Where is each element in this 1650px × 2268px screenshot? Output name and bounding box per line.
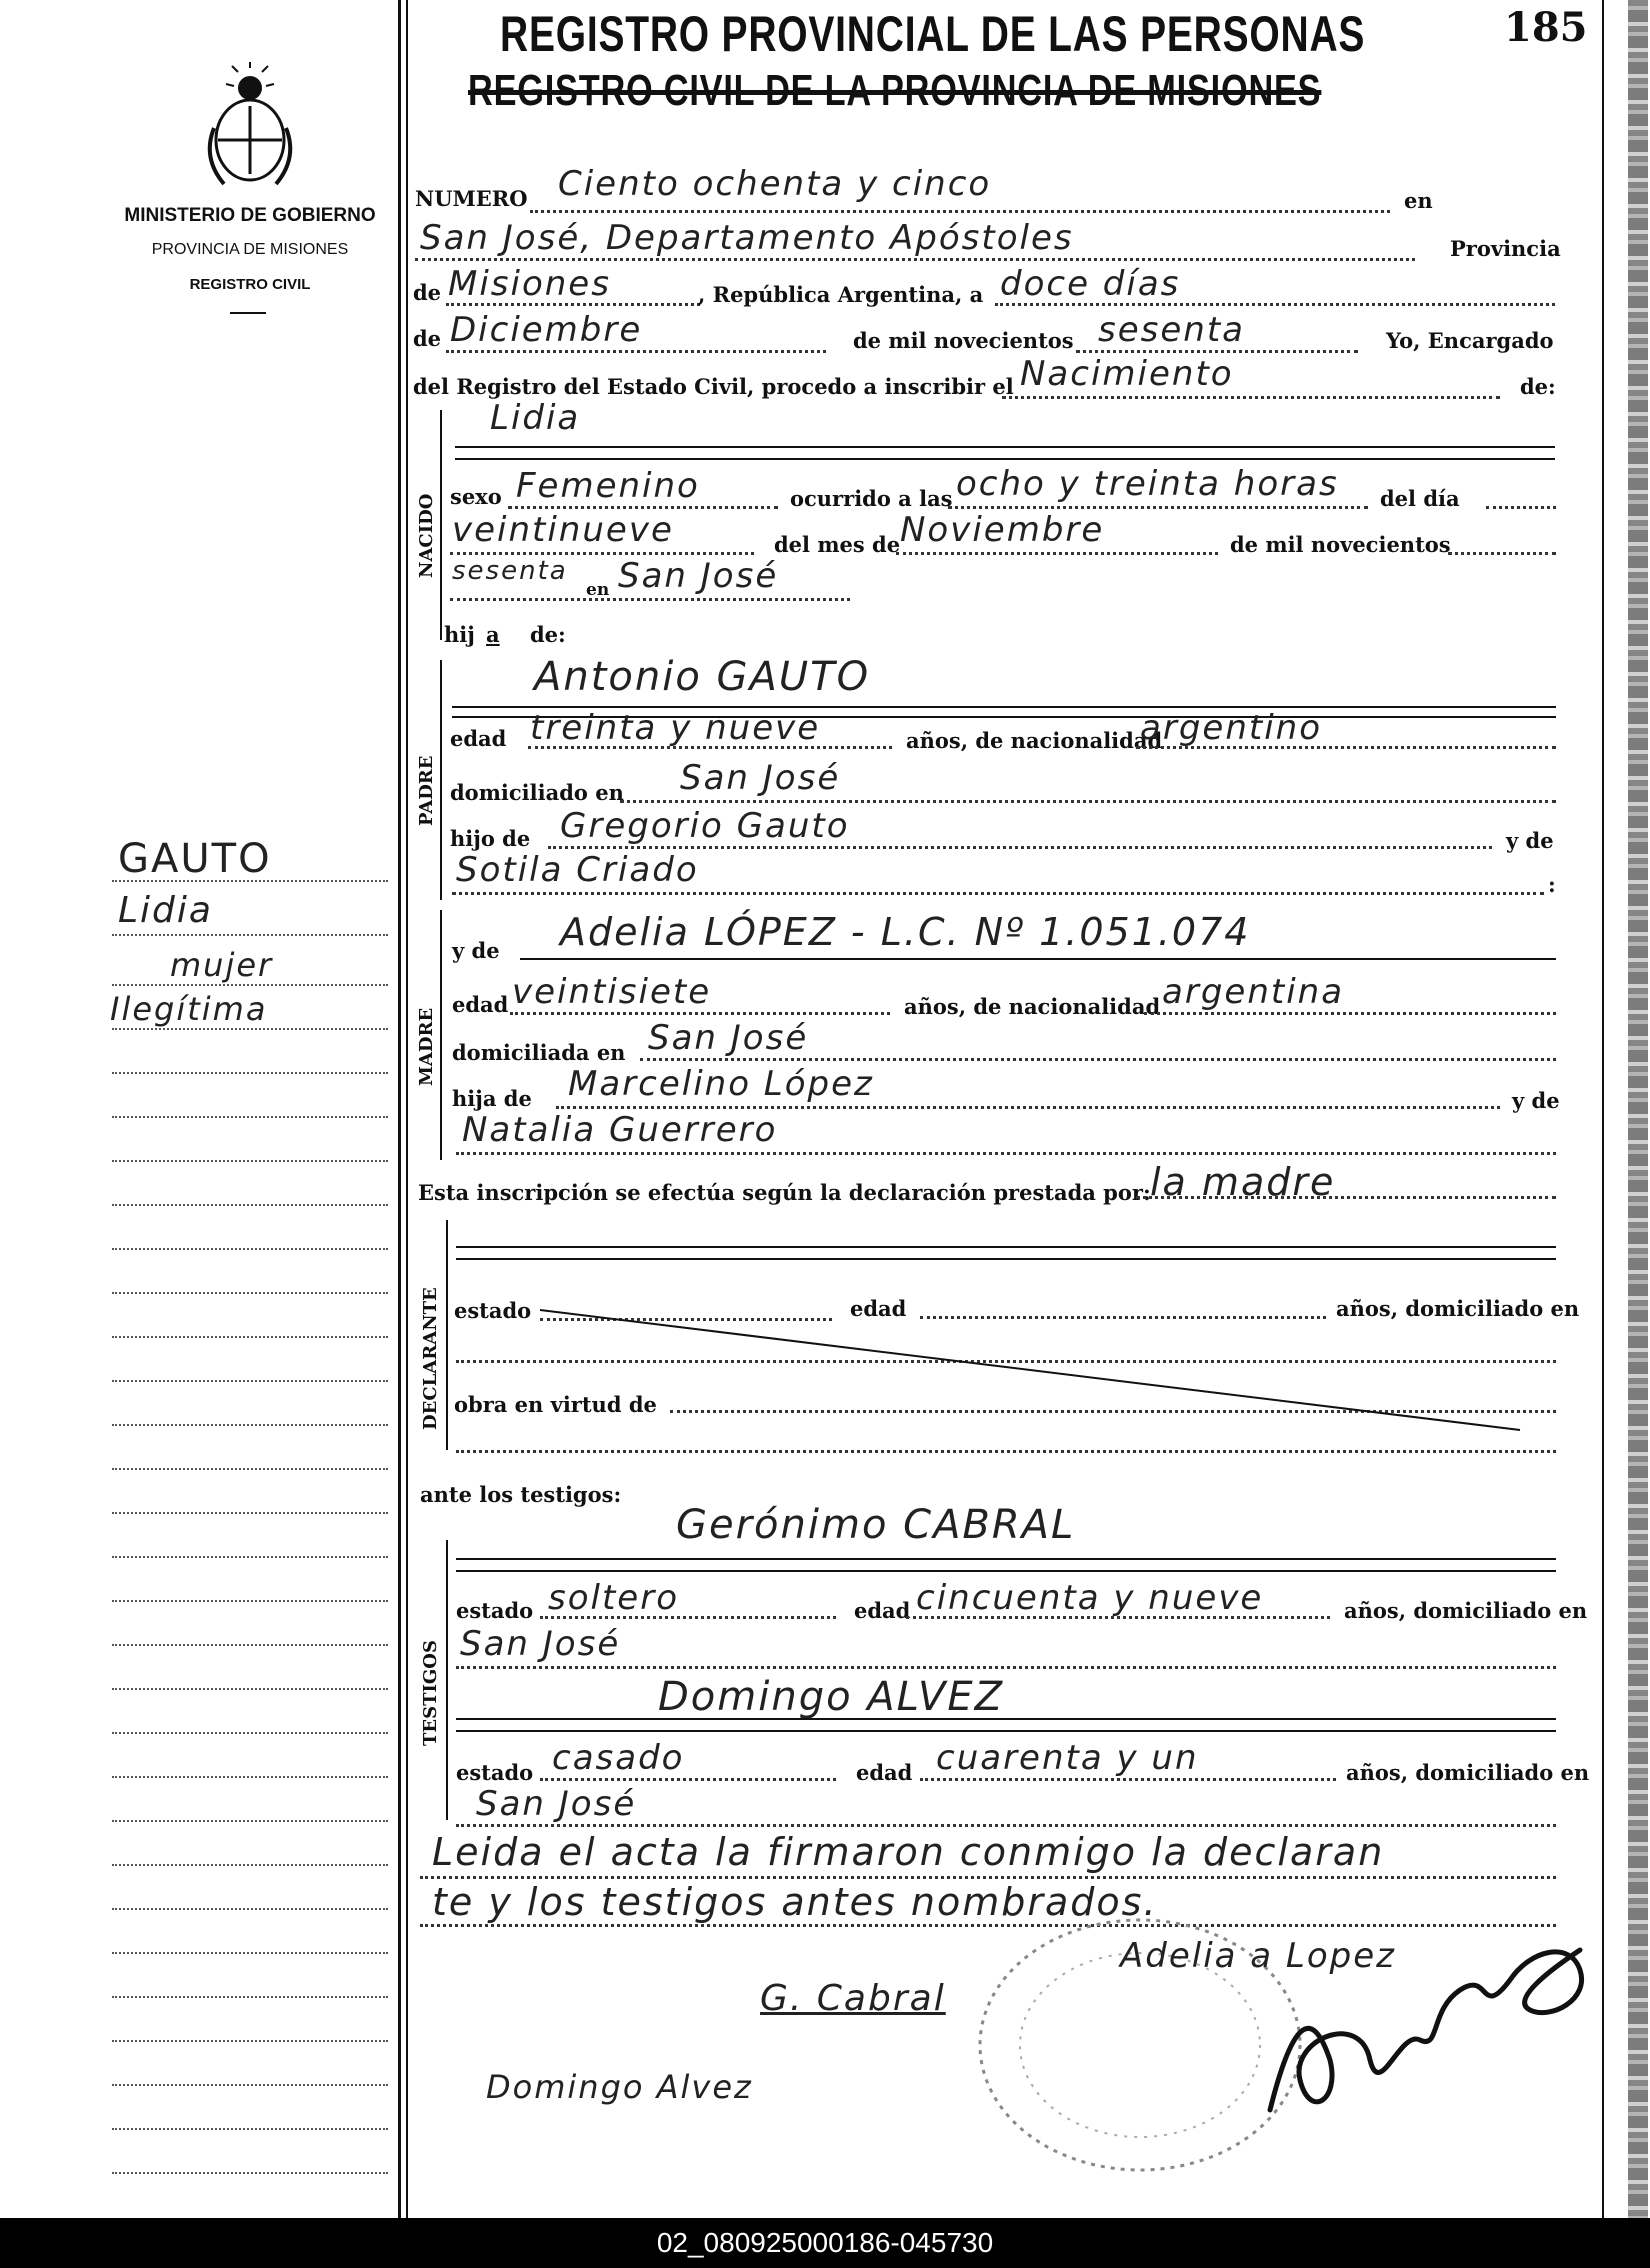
inscripcion-label: Esta inscripción se efectúa según la declaración prestada por: bbox=[418, 1180, 1151, 1205]
ministry-name: MINISTERIO DE GOBIERNO bbox=[124, 205, 376, 226]
index-line bbox=[112, 934, 388, 936]
witness1-name-line-2 bbox=[456, 1570, 1556, 1572]
declarante-edad-label: edad bbox=[850, 1296, 907, 1321]
index-given-name: Lidia bbox=[118, 890, 213, 931]
declarante-line-4 bbox=[456, 1450, 1556, 1453]
witness1-name-line bbox=[456, 1558, 1556, 1560]
witness1-signature: G. Cabral bbox=[760, 1978, 946, 2019]
madre-bracket bbox=[440, 910, 442, 1160]
hour-line bbox=[948, 506, 1368, 509]
father-nac-label: años, de nacionalidad bbox=[906, 728, 1163, 753]
coat-of-arms-seal bbox=[190, 58, 310, 198]
index-line bbox=[112, 1996, 388, 1998]
index-line bbox=[112, 1028, 388, 1030]
child-name-line-2 bbox=[455, 458, 1555, 460]
witness1-age: cincuenta y nueve bbox=[916, 1578, 1264, 1618]
witness2-name-line bbox=[456, 1718, 1556, 1720]
mother-residence: San José bbox=[648, 1018, 809, 1058]
mother-nac-label: años, de nacionalidad bbox=[904, 994, 1161, 1019]
de-label-2: de bbox=[413, 326, 442, 351]
registrar-signature bbox=[1250, 1910, 1600, 2140]
mother-nationality-line bbox=[1144, 1012, 1556, 1015]
mother-father: Marcelino López bbox=[568, 1064, 874, 1104]
month-value: Diciembre bbox=[450, 310, 643, 350]
act-line bbox=[1002, 396, 1500, 399]
ocurrido-label: ocurrido a las bbox=[790, 486, 953, 511]
witness2-age-line bbox=[920, 1778, 1336, 1781]
witness2-signature: Domingo Alvez bbox=[486, 2068, 753, 2106]
padre-bracket bbox=[440, 660, 442, 900]
index-line bbox=[112, 1600, 388, 1602]
act-value: Nacimiento bbox=[1020, 354, 1234, 394]
witness2-estado-label: estado bbox=[456, 1760, 534, 1785]
closing-line-2: te y los testigos antes nombrados. bbox=[432, 1880, 1158, 1924]
declarante-cross-stroke bbox=[540, 1300, 1540, 1440]
father-age: treinta y nueve bbox=[530, 708, 821, 748]
sexo-line bbox=[508, 506, 778, 509]
document-id-footer: 02_080925000186-045730 bbox=[0, 2218, 1650, 2268]
birth-month-line bbox=[896, 552, 1218, 555]
birth-day-value: veintinueve bbox=[452, 510, 674, 550]
testigos-section-label: TESTIGOS bbox=[420, 1640, 441, 1746]
numero-value: Ciento ochenta y cinco bbox=[558, 164, 992, 204]
mother-nationality: argentina bbox=[1162, 972, 1345, 1012]
index-line bbox=[112, 1864, 388, 1866]
index-line bbox=[112, 1292, 388, 1294]
father-mother-colon: : bbox=[1548, 872, 1556, 897]
declarante-section-label: DECLARANTE bbox=[420, 1287, 441, 1430]
witness1-residence-line bbox=[456, 1666, 1556, 1669]
month-line bbox=[446, 350, 826, 353]
testigos-bracket bbox=[446, 1540, 448, 1820]
birth-mil-line bbox=[1448, 552, 1556, 555]
witness1-residence: San José bbox=[460, 1624, 621, 1664]
index-line bbox=[112, 1512, 388, 1514]
mother-y-de-label: y de bbox=[452, 938, 500, 963]
father-residence: San José bbox=[680, 758, 841, 798]
witness2-residence: San José bbox=[476, 1784, 637, 1824]
mother-age-line bbox=[510, 1012, 890, 1015]
mother-dom-label: domiciliada en bbox=[452, 1040, 626, 1065]
frame-line-left bbox=[398, 0, 401, 2218]
year-value: sesenta bbox=[1098, 310, 1245, 350]
page-number: 185 bbox=[1504, 4, 1588, 51]
closing-line-1: Leida el acta la firmaron conmigo la declaran bbox=[432, 1830, 1385, 1874]
province-name: PROVINCIA DE MISIONES bbox=[151, 241, 349, 258]
mother-hija-label: hija de bbox=[452, 1086, 532, 1111]
republica-label: , República Argentina, a bbox=[698, 282, 984, 307]
closing-line-1-rule bbox=[420, 1876, 1556, 1879]
mother-signature: Adelia a Lopez bbox=[1120, 1936, 1397, 1976]
witness2-estado: casado bbox=[552, 1738, 685, 1778]
mes-label: del mes de bbox=[774, 532, 901, 557]
index-line bbox=[112, 984, 388, 986]
index-line bbox=[112, 1116, 388, 1118]
index-line bbox=[112, 1424, 388, 1426]
madre-section-label: MADRE bbox=[416, 1007, 437, 1086]
index-line bbox=[112, 1556, 388, 1558]
index-line bbox=[112, 1336, 388, 1338]
witness2-edad-label: edad bbox=[856, 1760, 913, 1785]
numero-label: NUMERO bbox=[415, 186, 528, 211]
en-label: en bbox=[1404, 188, 1433, 213]
index-line bbox=[112, 1952, 388, 1954]
index-line bbox=[112, 2084, 388, 2086]
birth-day-line bbox=[450, 552, 754, 555]
obra-label: obra en virtud de bbox=[454, 1392, 657, 1417]
index-line bbox=[112, 1820, 388, 1822]
registry-title: REGISTRO PROVINCIAL DE LAS PERSONAS bbox=[500, 6, 1366, 62]
mother-edad-label: edad bbox=[452, 992, 509, 1017]
hijo-de-label: de: bbox=[530, 622, 566, 647]
declarante-dom-label: años, domiciliado en bbox=[1336, 1296, 1580, 1321]
place-line bbox=[415, 258, 1415, 261]
inscripcion-value: la madre bbox=[1150, 1160, 1336, 1204]
witness1-dom-label: años, domiciliado en bbox=[1344, 1598, 1588, 1623]
child-name-line bbox=[455, 446, 1555, 448]
sexo-value: Femenino bbox=[516, 466, 700, 506]
witness2-name: Domingo ALVEZ bbox=[658, 1674, 1005, 1720]
yo-label: Yo, Encargado bbox=[1386, 328, 1554, 353]
index-line bbox=[112, 1160, 388, 1162]
index-line bbox=[112, 1204, 388, 1206]
mother-mother-line bbox=[456, 1152, 1556, 1155]
father-nationality-line bbox=[1136, 746, 1556, 749]
witness1-estado: soltero bbox=[548, 1578, 679, 1618]
index-status: Ilegítima bbox=[110, 990, 268, 1028]
index-line bbox=[112, 2040, 388, 2042]
birth-place-line bbox=[450, 598, 850, 601]
mother-name-line bbox=[520, 958, 1556, 960]
index-line bbox=[112, 1688, 388, 1690]
birth-month-value: Noviembre bbox=[900, 510, 1105, 550]
witness1-age-line bbox=[906, 1616, 1330, 1619]
declarante-line-2 bbox=[456, 1258, 1556, 1260]
index-line bbox=[112, 1380, 388, 1382]
inscripcion-line bbox=[1136, 1196, 1556, 1199]
day-value: doce días bbox=[1000, 264, 1181, 304]
witness2-estado-line bbox=[540, 1778, 836, 1781]
mother-mother: Natalia Guerrero bbox=[462, 1110, 778, 1150]
del-dia-label: del día bbox=[1380, 486, 1460, 511]
father-mother-line bbox=[452, 892, 1544, 895]
birth-en-label: en bbox=[586, 580, 610, 600]
declarante-estado-label: estado bbox=[454, 1298, 532, 1323]
father-mother: Sotila Criado bbox=[456, 850, 699, 890]
index-line bbox=[112, 2172, 388, 2174]
provincia-label: Provincia bbox=[1450, 236, 1561, 261]
index-surname: GAUTO bbox=[118, 836, 272, 882]
mother-age: veintisiete bbox=[512, 972, 712, 1012]
father-father: Gregorio Gauto bbox=[560, 806, 850, 846]
index-line bbox=[112, 1908, 388, 1910]
frame-line-inner bbox=[406, 0, 408, 2218]
mother-name: Adelia LÓPEZ - L.C. Nº 1.051.074 bbox=[560, 910, 1251, 954]
witness2-residence-line bbox=[456, 1824, 1556, 1827]
father-father-line bbox=[548, 846, 1492, 849]
father-name: Antonio GAUTO bbox=[534, 654, 871, 700]
witness2-dom-label: años, domiciliado en bbox=[1346, 1760, 1590, 1785]
mother-residence-line bbox=[640, 1058, 1556, 1061]
child-name: Lidia bbox=[490, 398, 581, 438]
birth-place-value: San José bbox=[618, 556, 779, 596]
witness1-name: Gerónimo CABRAL bbox=[676, 1502, 1076, 1548]
father-age-line bbox=[528, 746, 892, 749]
mother-y-de-label-2: y de bbox=[1512, 1088, 1560, 1113]
index-line bbox=[112, 1644, 388, 1646]
registro-label: del Registro del Estado Civil, procedo a inscribir el bbox=[413, 374, 1014, 399]
mil-label: de mil novecientos bbox=[853, 328, 1074, 353]
father-dom-label: domiciliado en bbox=[450, 780, 624, 805]
hour-value: ocho y treinta horas bbox=[956, 464, 1339, 504]
index-line bbox=[112, 1248, 388, 1250]
father-hijo-label: hijo de bbox=[450, 826, 531, 851]
witness1-estado-label: estado bbox=[456, 1598, 534, 1623]
ante-testigos-label: ante los testigos: bbox=[420, 1482, 622, 1507]
declarante-bracket bbox=[446, 1220, 448, 1450]
sidebar-short-rule bbox=[230, 312, 266, 314]
province-value: Misiones bbox=[448, 264, 611, 304]
index-line bbox=[112, 1732, 388, 1734]
index-line bbox=[112, 880, 388, 882]
index-line bbox=[112, 1776, 388, 1778]
office-name: REGISTRO CIVIL bbox=[189, 276, 311, 293]
numero-line bbox=[530, 210, 1390, 213]
father-residence-line bbox=[620, 800, 1556, 803]
place-value: San José, Departamento Apóstoles bbox=[420, 218, 1074, 258]
year-line bbox=[1076, 350, 1358, 353]
father-edad-label: edad bbox=[450, 726, 507, 751]
witness1-estado-line bbox=[540, 1616, 836, 1619]
frame-line-right bbox=[1602, 0, 1604, 2218]
witness1-edad-label: edad bbox=[854, 1598, 911, 1623]
struck-registry-title: REGISTRO CIVIL DE LA PROVINCIA DE MISIONES bbox=[468, 66, 1322, 115]
padre-section-label: PADRE bbox=[416, 755, 437, 826]
birth-year-value: sesenta bbox=[452, 556, 568, 586]
de-colon-label: de: bbox=[1520, 374, 1556, 399]
index-sex: mujer bbox=[170, 946, 274, 984]
witness2-name-line-2 bbox=[456, 1730, 1556, 1732]
witness2-age: cuarenta y un bbox=[936, 1738, 1199, 1778]
index-line bbox=[112, 1072, 388, 1074]
index-line bbox=[112, 1468, 388, 1470]
index-line bbox=[112, 2128, 388, 2130]
birth-mil-label: de mil novecientos bbox=[1230, 532, 1451, 557]
nacido-bracket bbox=[440, 410, 442, 640]
page-edge-texture bbox=[1628, 0, 1648, 2218]
hijo-suffix: a bbox=[486, 622, 500, 647]
mother-father-line bbox=[556, 1106, 1500, 1109]
hijo-label: hij bbox=[444, 622, 475, 647]
day-line bbox=[995, 303, 1555, 306]
father-nationality: argentino bbox=[1140, 708, 1322, 748]
de-label: de bbox=[413, 280, 442, 305]
declarante-line-1 bbox=[456, 1246, 1556, 1248]
province-line bbox=[446, 303, 700, 306]
del-dia-line bbox=[1486, 506, 1556, 509]
sexo-label: sexo bbox=[450, 484, 502, 509]
father-y-de-label: y de bbox=[1506, 828, 1554, 853]
nacido-section-label: NACIDO bbox=[416, 493, 437, 578]
